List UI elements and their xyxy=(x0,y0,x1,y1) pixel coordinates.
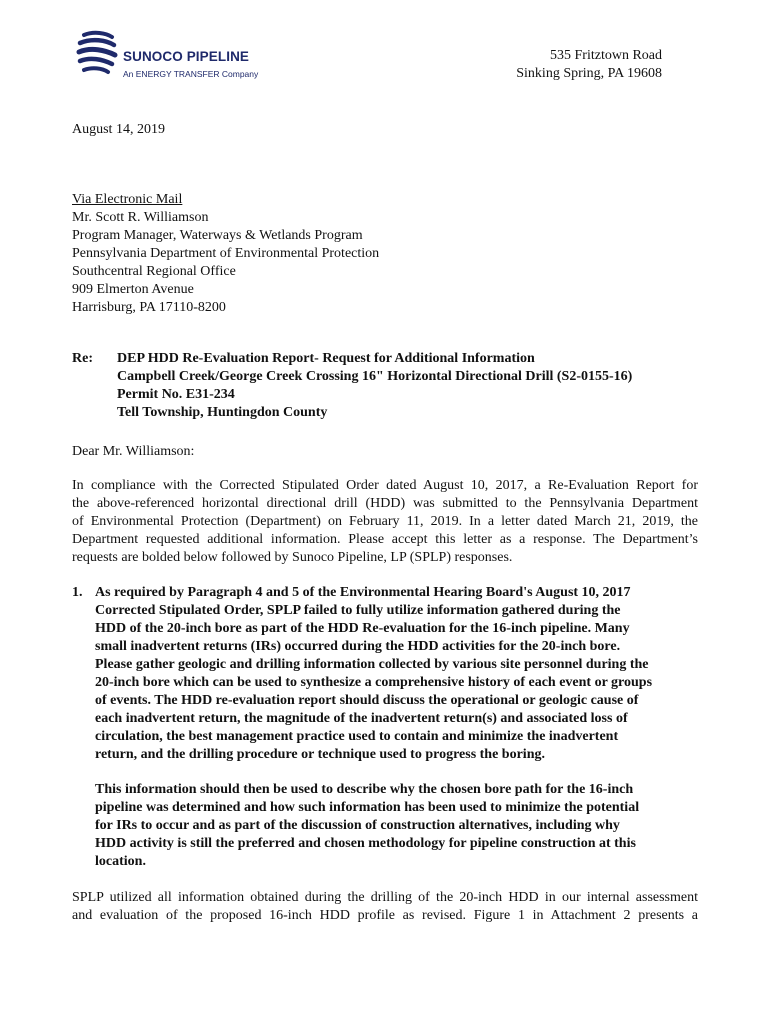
item1-request xyxy=(95,584,698,764)
recipient-block xyxy=(72,191,379,317)
subject-label: Re: xyxy=(72,351,93,366)
request-line: small inadvertent returns (IRs) occurred during the HDD activities for the 20-inch bore. xyxy=(95,639,621,654)
item-number: 1. xyxy=(72,585,83,600)
return-address-line2: Sinking Spring, PA 19608 xyxy=(516,66,662,81)
return-address-line1: 535 Fritztown Road xyxy=(550,48,662,63)
request-line: 20-inch bore which can be used to synthesize a comprehensive history of each event or groups xyxy=(95,675,653,690)
item1-request-continued xyxy=(95,781,698,871)
request-line: As required by Paragraph 4 and 5 of the Environmental Hearing Board's August 10, 2017 xyxy=(95,585,631,600)
recipient-name: Mr. Scott R. Williamson xyxy=(72,210,209,225)
recipient-title: Program Manager, Waterways & Wetlands Program xyxy=(72,228,363,243)
subject-line: Campbell Creek/George Creek Crossing 16" Horizontal Directional Drill (S2-0155-16) xyxy=(117,369,633,384)
request-line: HDD of the 20-inch bore as part of the HDD Re-evaluation for the 16-inch pipeline. Many xyxy=(95,621,630,636)
company-tagline: An ENERGY TRANSFER Company xyxy=(123,69,259,79)
paragraph-line: In compliance with the Corrected Stipulated Order dated August 10, 2017, a Re-Evaluation Report for xyxy=(72,478,698,493)
paragraph-line: SPLP utilized all information obtained during the drilling of the 20-inch HDD in our internal assessment xyxy=(72,890,698,905)
request-line: return, and the drilling procedure or technique used to progress the boring. xyxy=(95,747,545,762)
paragraph-line: and evaluation of the proposed 16-inch HDD profile as revised. Figure 1 in Attachment 2 presents a xyxy=(72,908,698,923)
subject-line: DEP HDD Re-Evaluation Report- Request for Additional Information xyxy=(117,351,535,366)
paragraph-line: the above-referenced horizontal directional drill (HDD) was submitted to the Pennsylvania Department xyxy=(72,496,698,511)
paragraph-line: of Environmental Protection (Department) on February 11, 2019. In a letter dated March 21, 2019, the xyxy=(72,514,698,529)
recipient-street: 909 Elmerton Avenue xyxy=(72,282,194,297)
recipient-office: Southcentral Regional Office xyxy=(72,264,236,279)
intro-paragraph xyxy=(72,477,698,567)
request-line: for IRs to occur and as part of the discussion of construction alternatives, including why xyxy=(95,818,620,833)
request-line: This information should then be used to describe why the chosen bore path for the 16-inch xyxy=(95,782,634,797)
subject-line: Permit No. E31-234 xyxy=(117,387,235,402)
paragraph-line: requests are bolded below followed by Sunoco Pipeline, LP (SPLP) responses. xyxy=(72,550,513,565)
delivery-method: Via Electronic Mail xyxy=(72,192,183,207)
sunoco-logo-icon xyxy=(74,30,120,82)
request-line: of events. The HDD re-evaluation report should discuss the operational or geologic cause of xyxy=(95,693,639,708)
request-line: Corrected Stipulated Order, SPLP failed to fully utilize information gathered during the xyxy=(95,603,621,618)
salutation: Dear Mr. Williamson: xyxy=(72,444,195,459)
item1-response xyxy=(72,889,698,925)
letter-date: August 14, 2019 xyxy=(72,122,165,137)
request-line: each inadvertent return, the magnitude of the inadvertent return(s) and associated loss of xyxy=(95,711,628,726)
company-logo xyxy=(74,30,304,82)
request-line: circulation, the best management practice used to contain and minimize the inadvertent xyxy=(95,729,619,744)
request-line: pipeline was determined and how such information has been used to minimize the potential xyxy=(95,800,640,815)
recipient-city: Harrisburg, PA 17110-8200 xyxy=(72,300,226,315)
request-line: location. xyxy=(95,854,146,869)
request-line: HDD activity is still the preferred and chosen methodology for pipeline construction at this xyxy=(95,836,636,851)
recipient-organization: Pennsylvania Department of Environmental Protection xyxy=(72,246,380,261)
paragraph-line: Department requested additional information. Please accept this letter as a response. The Department’s xyxy=(72,532,698,547)
subject-block xyxy=(117,350,632,422)
return-address xyxy=(516,47,662,83)
request-line: Please gather geologic and drilling information collected by various site personnel during the xyxy=(95,657,649,672)
company-name: SUNOCO PIPELINE xyxy=(123,49,250,64)
subject-line: Tell Township, Huntingdon County xyxy=(117,405,328,420)
